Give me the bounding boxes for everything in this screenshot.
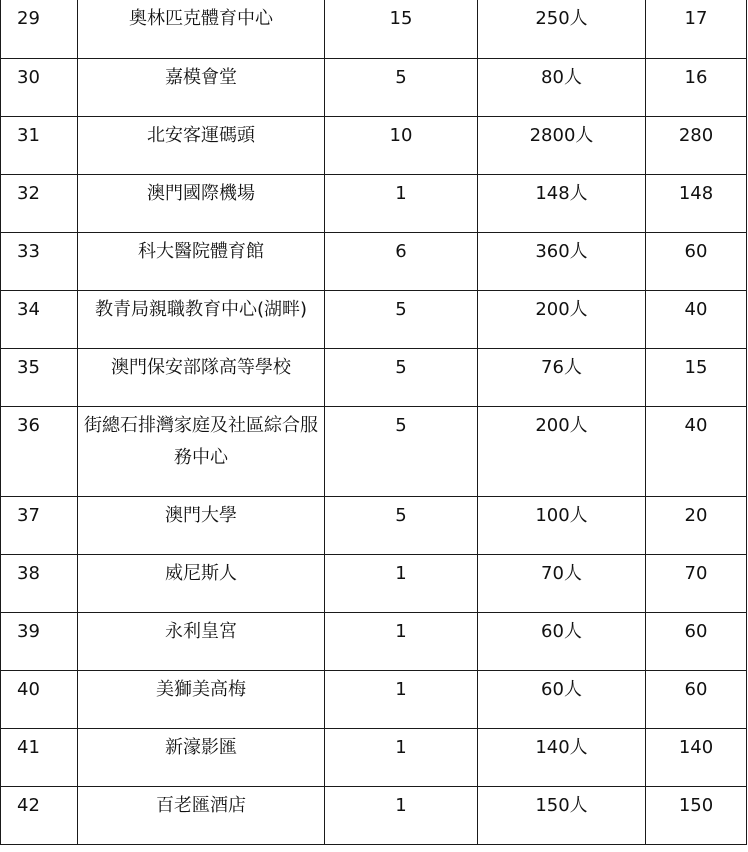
ratio-value: 140 [678, 736, 714, 758]
venue-name-cell [78, 406, 325, 496]
venue-name: 教青局親職教育中心(湖畔) [94, 298, 308, 320]
venue-name-cell [78, 58, 325, 116]
ratio-cell [646, 554, 747, 612]
table-row [1, 406, 747, 496]
capacity-cell [478, 554, 646, 612]
capacity-cell [478, 116, 646, 174]
count-cell [325, 290, 478, 348]
table-row [1, 670, 747, 728]
count-value: 6 [395, 240, 407, 262]
capacity-cell [478, 58, 646, 116]
count-value: 1 [395, 678, 407, 700]
table-row [1, 116, 747, 174]
row-number-cell [1, 290, 78, 348]
capacity-cell [478, 0, 646, 58]
venue-name-cell [78, 348, 325, 406]
count-cell [325, 786, 478, 844]
ratio-value: 60 [684, 678, 708, 700]
count-value: 1 [395, 620, 407, 642]
ratio-cell [646, 348, 747, 406]
row-number: 39 [17, 620, 40, 642]
capacity-cell [478, 406, 646, 496]
row-number-cell [1, 116, 78, 174]
ratio-cell [646, 232, 747, 290]
table-row [1, 232, 747, 290]
ratio-value: 148 [678, 182, 714, 204]
capacity-value: 60人 [541, 620, 582, 642]
ratio-value: 60 [684, 620, 708, 642]
venue-name-cell [78, 290, 325, 348]
row-number: 33 [17, 240, 40, 262]
venue-table-body [1, 0, 747, 844]
row-number-cell [1, 612, 78, 670]
capacity-cell [478, 290, 646, 348]
ratio-cell [646, 0, 747, 58]
count-cell [325, 496, 478, 554]
row-number-cell [1, 670, 78, 728]
ratio-cell [646, 406, 747, 496]
count-cell [325, 554, 478, 612]
table-row [1, 612, 747, 670]
count-cell [325, 116, 478, 174]
table-row [1, 496, 747, 554]
ratio-value: 280 [678, 124, 714, 146]
row-number: 36 [17, 414, 40, 436]
row-number-cell [1, 728, 78, 786]
venue-name: 百老匯酒店 [156, 794, 246, 816]
row-number-cell [1, 496, 78, 554]
count-value: 5 [395, 66, 407, 88]
venue-name: 新濠影匯 [165, 736, 237, 758]
count-cell [325, 0, 478, 58]
row-number-cell [1, 786, 78, 844]
venue-name: 嘉模會堂 [165, 66, 237, 88]
row-number: 41 [17, 736, 40, 758]
venue-name-cell [78, 554, 325, 612]
venue-name-cell [78, 728, 325, 786]
capacity-value: 150人 [535, 794, 588, 816]
table-row [1, 0, 747, 58]
ratio-cell [646, 116, 747, 174]
ratio-cell [646, 670, 747, 728]
ratio-cell [646, 786, 747, 844]
ratio-value: 16 [684, 66, 708, 88]
ratio-value: 15 [684, 356, 708, 378]
capacity-value: 148人 [535, 182, 588, 204]
table-row [1, 174, 747, 232]
ratio-value: 17 [684, 8, 708, 29]
venue-name: 澳門國際機場 [147, 182, 255, 204]
capacity-value: 250人 [535, 8, 588, 29]
ratio-cell [646, 728, 747, 786]
capacity-cell [478, 670, 646, 728]
capacity-value: 200人 [535, 414, 588, 436]
venue-name-cell [78, 232, 325, 290]
count-value: 1 [395, 182, 407, 204]
venue-name-cell [78, 174, 325, 232]
count-value: 15 [389, 8, 413, 29]
venue-name: 澳門保安部隊高等學校 [111, 356, 291, 378]
count-cell [325, 232, 478, 290]
capacity-value: 80人 [541, 66, 582, 88]
ratio-value: 150 [678, 794, 714, 816]
table-row [1, 786, 747, 844]
count-cell [325, 406, 478, 496]
count-value: 1 [395, 562, 407, 584]
count-cell [325, 58, 478, 116]
capacity-cell [478, 612, 646, 670]
row-number: 42 [17, 794, 40, 816]
ratio-value: 20 [684, 504, 708, 526]
venue-name-cell [78, 0, 325, 58]
count-cell [325, 728, 478, 786]
row-number-cell [1, 348, 78, 406]
capacity-value: 200人 [535, 298, 588, 320]
venue-name-cell [78, 496, 325, 554]
capacity-value: 360人 [535, 240, 588, 262]
venue-name: 澳門大學 [165, 504, 237, 526]
table-row [1, 728, 747, 786]
table-row [1, 554, 747, 612]
ratio-cell [646, 174, 747, 232]
row-number: 31 [17, 124, 40, 146]
capacity-value: 100人 [535, 504, 588, 526]
row-number: 34 [17, 298, 40, 320]
venue-name-cell [78, 670, 325, 728]
row-number-cell [1, 406, 78, 496]
capacity-value: 2800人 [529, 124, 594, 146]
row-number: 29 [17, 8, 40, 29]
capacity-cell [478, 174, 646, 232]
table-row [1, 290, 747, 348]
capacity-cell [478, 728, 646, 786]
capacity-value: 140人 [535, 736, 588, 758]
count-value: 5 [395, 356, 407, 378]
capacity-cell [478, 232, 646, 290]
count-cell [325, 174, 478, 232]
capacity-cell [478, 496, 646, 554]
count-value: 5 [395, 504, 407, 526]
row-number: 35 [17, 356, 40, 378]
row-number-cell [1, 554, 78, 612]
capacity-value: 70人 [541, 562, 582, 584]
ratio-value: 70 [684, 562, 708, 584]
venue-name: 美獅美高梅 [156, 678, 246, 700]
capacity-value: 60人 [541, 678, 582, 700]
row-number: 32 [17, 182, 40, 204]
ratio-cell [646, 290, 747, 348]
row-number-cell [1, 58, 78, 116]
venue-name: 奧林匹克體育中心 [129, 8, 273, 29]
count-cell [325, 612, 478, 670]
row-number-cell [1, 232, 78, 290]
capacity-value: 76人 [541, 356, 582, 378]
venue-name-cell [78, 786, 325, 844]
count-cell [325, 348, 478, 406]
row-number-cell [1, 0, 78, 58]
table-row [1, 348, 747, 406]
venue-name: 北安客運碼頭 [147, 124, 255, 146]
count-value: 5 [395, 414, 407, 436]
venue-name: 科大醫院體育館 [138, 240, 264, 262]
count-value: 1 [395, 794, 407, 816]
count-value: 5 [395, 298, 407, 320]
venue-name: 街總石排灣家庭及社區綜合服務中心 [84, 414, 318, 468]
count-cell [325, 670, 478, 728]
capacity-cell [478, 786, 646, 844]
count-value: 1 [395, 736, 407, 758]
ratio-cell [646, 496, 747, 554]
venue-name-cell [78, 116, 325, 174]
capacity-cell [478, 348, 646, 406]
ratio-value: 40 [684, 298, 708, 320]
count-value: 10 [389, 124, 413, 146]
row-number: 40 [17, 678, 40, 700]
row-number: 38 [17, 562, 40, 584]
ratio-value: 40 [684, 414, 708, 436]
table-row [1, 58, 747, 116]
row-number: 30 [17, 66, 40, 88]
ratio-cell [646, 612, 747, 670]
ratio-cell [646, 58, 747, 116]
venue-name-cell [78, 612, 325, 670]
row-number: 37 [17, 504, 40, 526]
venue-name: 威尼斯人 [165, 562, 237, 584]
row-number-cell [1, 174, 78, 232]
ratio-value: 60 [684, 240, 708, 262]
venue-name: 永利皇宮 [165, 620, 237, 642]
